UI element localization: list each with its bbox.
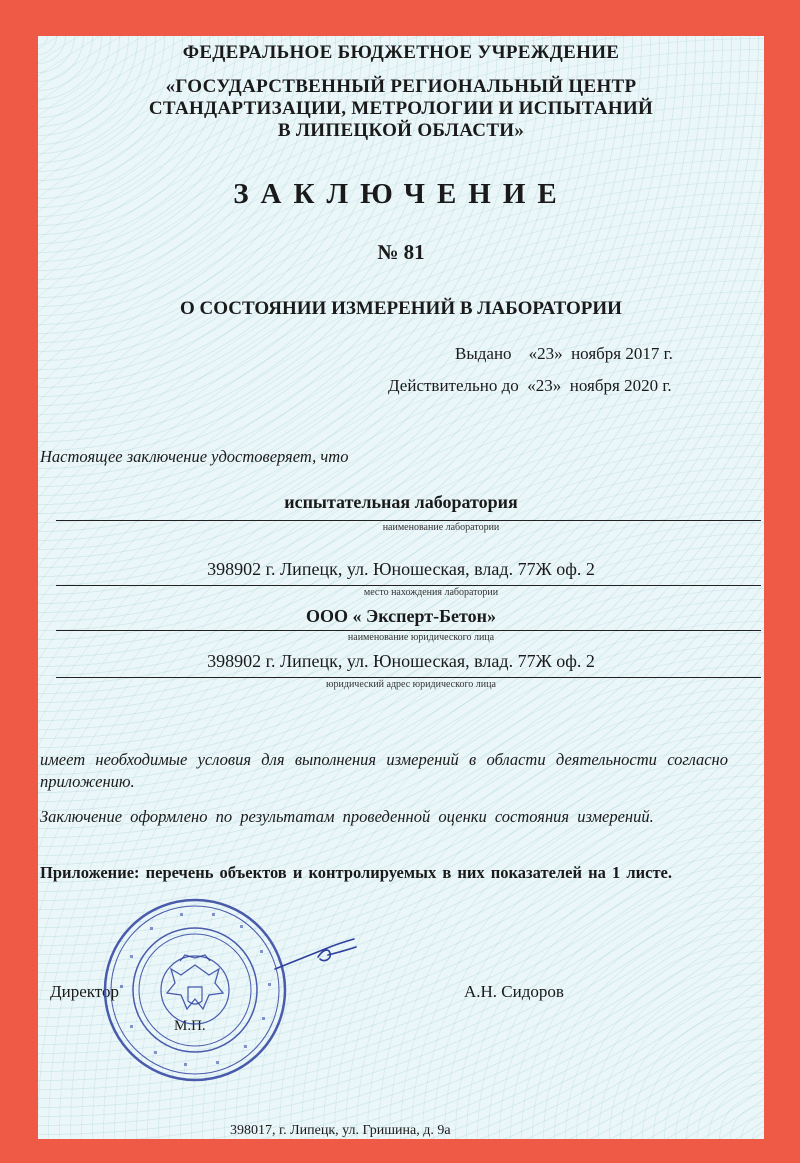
issued-day: «23» xyxy=(528,344,563,363)
director-name: А.Н. Сидоров xyxy=(464,982,564,1001)
legal-entity-name: ООО « Эксперт-Бетон» xyxy=(306,606,496,626)
header-line-4: В ЛИПЕЦКОЙ ОБЛАСТИ» xyxy=(277,120,525,141)
issued-month-year: ноября 2017 г. xyxy=(571,344,673,363)
legal-entity-name-caption: наименование юридического лица xyxy=(347,632,495,643)
legal-entity-address-caption: юридический адрес юридического лица xyxy=(326,679,496,690)
document-title: ЗАКЛЮЧЕНИЕ xyxy=(233,178,569,210)
field-underline xyxy=(56,520,761,521)
header-line-3: СТАНДАРТИЗАЦИИ, МЕТРОЛОГИИ И ИСПЫТАНИЙ xyxy=(148,98,654,119)
footer-address: 398017, г. Липецк, ул. Гришина, д. 9а xyxy=(230,1123,451,1138)
document-subtitle: О СОСТОЯНИИ ИЗМЕРЕНИЙ В ЛАБОРАТОРИИ xyxy=(180,298,622,319)
field-underline xyxy=(56,630,761,631)
appendix-paragraph: Приложение: перечень объектов и контролируемых в них показателей на 1 листе. xyxy=(40,863,673,882)
issued-date xyxy=(455,344,673,364)
conditions-paragraph: имеет необходимые условия для выполнения измерений в области деятельности согласно приложению. xyxy=(40,750,728,791)
header-line-1: ФЕДЕРАЛЬНОЕ БЮДЖЕТНОЕ УЧРЕЖДЕНИЕ xyxy=(182,42,620,63)
stamp-mark-label: М.П. xyxy=(174,1018,206,1034)
document-number: № 81 xyxy=(377,240,425,264)
laboratory-name: испытательная лаборатория xyxy=(284,492,518,512)
laboratory-address-caption: место нахождения лаборатории xyxy=(363,587,499,598)
legal-entity-address: 398902 г. Липецк, ул. Юношеская, влад. 77Ж оф. 2 xyxy=(207,651,595,671)
field-underline xyxy=(56,677,761,678)
intro-text: Настоящее заключение удостоверяет, что xyxy=(40,447,349,466)
official-seal-icon xyxy=(100,895,290,1085)
valid-month-year: ноября 2020 г. xyxy=(569,376,672,395)
valid-date xyxy=(388,376,672,396)
field-underline xyxy=(56,585,761,586)
header-line-2: «ГОСУДАРСТВЕННЫЙ РЕГИОНАЛЬНЫЙ ЦЕНТР xyxy=(165,76,637,97)
valid-label: Действительно до xyxy=(388,376,519,395)
laboratory-address: 398902 г. Липецк, ул. Юношеская, влад. 77Ж оф. 2 xyxy=(207,559,595,579)
issued-label: Выдано xyxy=(455,344,512,363)
handwritten-signature-icon xyxy=(270,935,360,975)
director-label: Директор xyxy=(50,982,119,1001)
basis-paragraph: Заключение оформлено по результатам проведенной оценки состояния измерений. xyxy=(40,807,654,826)
valid-day: «23» xyxy=(527,376,562,395)
laboratory-name-caption: наименование лаборатории xyxy=(382,522,500,533)
